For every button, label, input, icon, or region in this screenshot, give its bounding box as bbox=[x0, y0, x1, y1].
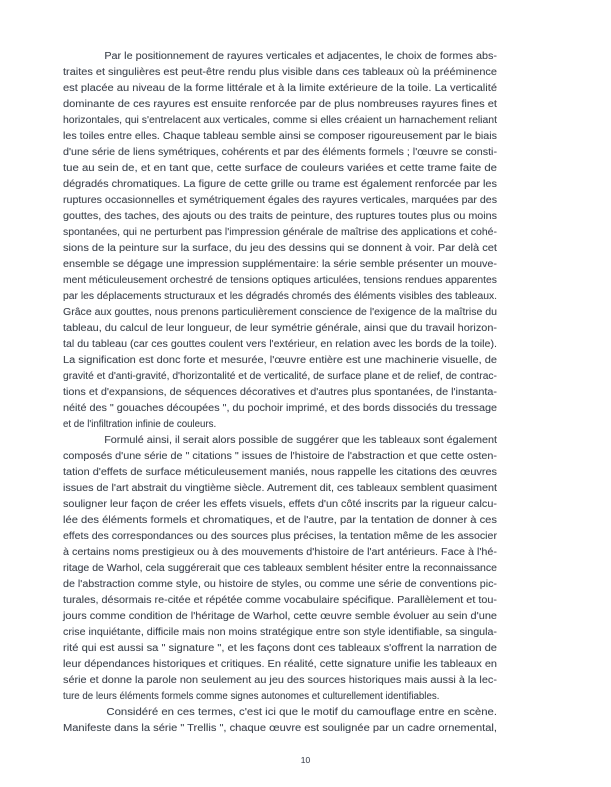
body-text bbox=[63, 49, 497, 737]
text-line: traites et singulières est peut-être rendu plus visible dans ces tableaux où la prééminence bbox=[63, 67, 497, 78]
text-line: ritage de Warhol, cela suggérerait que ces tableaux semblent hésiter entre la reconnaissance bbox=[63, 563, 498, 574]
text-line: issues de l'art abstrait du vingtième siècle. Autrement dit, ces tableaux semblent quasiment bbox=[63, 483, 498, 494]
text-line: effets des correspondances ou des sources plus précises, la tentation même de les associer bbox=[63, 531, 497, 542]
text-line: gouttes, des taches, des ajouts ou des traits de peinture, des ruptures toutes plus ou moins bbox=[63, 211, 498, 222]
text-line: tue au sein de, et en tant que, cette surface de couleurs variées et cette trame faite de bbox=[63, 163, 498, 174]
text-line: de l'abstraction comme style, ou histoire de styles, ou comme une série de conventions pic- bbox=[63, 579, 498, 590]
text-line: crise inquiétante, difficile mais non moins stratégique entre son style identifiable, sa singula- bbox=[63, 627, 497, 638]
text-line: est placée au niveau de la forme littérale et à la limite extérieure de la toile. La verticalité bbox=[63, 83, 498, 94]
text-line: par les déplacements structuraux et les dégradés chromés des éléments visibles des tableaux. bbox=[63, 291, 498, 302]
text-line: Grâce aux gouttes, nous prenons particulièrement conscience de l'exigence de la maîtrise du bbox=[63, 307, 498, 318]
paragraph bbox=[63, 705, 497, 737]
text-line: rité qui est aussi sa " signature ", et les façons dont ces tableaux s'offrent la narration de bbox=[63, 643, 498, 654]
text-line: d'une série de liens symétriques, cohérents et par des éléments formels ; l'œuvre se consti- bbox=[63, 147, 498, 158]
text-line: jours comme condition de l'héritage de Warhol, cette œuvre semble évoluer au sein d'une bbox=[63, 611, 498, 622]
page-number: 10 bbox=[300, 755, 311, 765]
text-line: tal du tableau (car ces gouttes coulent vers l'extérieur, en relation avec les bords de la toile). bbox=[63, 339, 497, 350]
text-line: composés d'une série de " citations " issues de l'histoire de l'abstraction et que cette osten- bbox=[63, 451, 497, 462]
text-line: série et donne la parole non seulement au jeu des sources historiques mais aussi à la lec- bbox=[63, 675, 497, 686]
paragraph bbox=[63, 49, 497, 433]
text-line: à certains noms prestigieux ou à des mouvements d'histoire de l'art antérieurs. Face à l'hé- bbox=[63, 547, 498, 558]
text-line: dominante de ces rayures est ensuite renforcée par de plus nombreuses rayures fines et bbox=[63, 99, 497, 110]
text-line: ruptures occasionnelles et symétriquement égales des rayures verticales, marquées par des bbox=[63, 195, 498, 206]
text-line: turales, désormais re-citée et répétée comme vocabulaire spécifique. Parallèlement et tou- bbox=[63, 595, 498, 606]
text-line: dégradés chromatiques. La figure de cette grille ou trame est également renforcée par les bbox=[63, 179, 497, 190]
text-line: ensemble se dégage une impression supplémentaire: la série semble présenter un mouve- bbox=[63, 259, 498, 270]
text-line: et de l'infiltration infinie de couleurs. bbox=[63, 419, 217, 430]
text-line: néité des " gouaches découpées ", du pochoir imprimé, et des bords dissociés du tressage bbox=[63, 403, 498, 414]
text-line: spontanées, qui ne perturbent pas l'impression générale de maîtrise des applications et cohé- bbox=[63, 227, 497, 238]
text-line: tableau, du calcul de leur longueur, de leur symétrie générale, ainsi que du travail horizon- bbox=[63, 323, 498, 334]
text-line: souligner leur façon de créer les effets visuels, effets d'un côté inscrits par la rigueur calcu- bbox=[63, 499, 498, 510]
paragraph bbox=[63, 433, 497, 705]
text-line: les toiles entre elles. Chaque tableau semble ainsi se composer rigoureusement par le biais bbox=[63, 131, 497, 142]
text-line: Manifeste dans la série " Trellis ", chaque œuvre est soulignée par un cadre ornemental, bbox=[63, 723, 497, 734]
text-line: ture de leurs éléments formels comme signes autonomes et culturellement identifiables. bbox=[63, 691, 440, 702]
text-line: leur dépendances historiques et critiques. En réalité, cette signature unifie les tableaux en bbox=[63, 659, 497, 670]
text-line: tions et d'expansions, de séquences décoratives et d'autres plus spontanées, de l'instanta- bbox=[63, 387, 498, 398]
text-line: horizontales, qui s'entrelacent aux verticales, comme si elles créaient un harnachement reliant bbox=[63, 115, 497, 126]
text-line: Formulé ainsi, il serait alors possible de suggérer que les tableaux sont également bbox=[104, 435, 497, 446]
text-line: La signification est donc forte et mesurée, l'œuvre entière est une machinerie visuelle, de bbox=[63, 355, 498, 366]
text-line: tation d'effets de surface méticuleusement maniés, nous rappelle les citations des œuvres bbox=[63, 467, 498, 478]
text-line: lée des éléments formels et chromatiques, et de l'autre, par la tentation de donner à ces bbox=[63, 515, 497, 526]
text-line: ment méticuleusement orchestré de tensions optiques articulées, tensions rendues apparentes bbox=[63, 275, 497, 286]
text-line: gravité et d'anti-gravité, d'horizontalité et de verticalité, de surface plane et de relief, de contrac- bbox=[63, 371, 497, 382]
text-line: Considéré en ces termes, c'est ici que le motif du camouflage entre en scène. bbox=[106, 707, 497, 718]
text-line: sions de la peinture sur la surface, du jeu des dessins qui se donnent à voir. Par delà cet bbox=[63, 243, 498, 254]
text-line: Par le positionnement de rayures verticales et adjacentes, le choix de formes abs- bbox=[104, 51, 498, 62]
